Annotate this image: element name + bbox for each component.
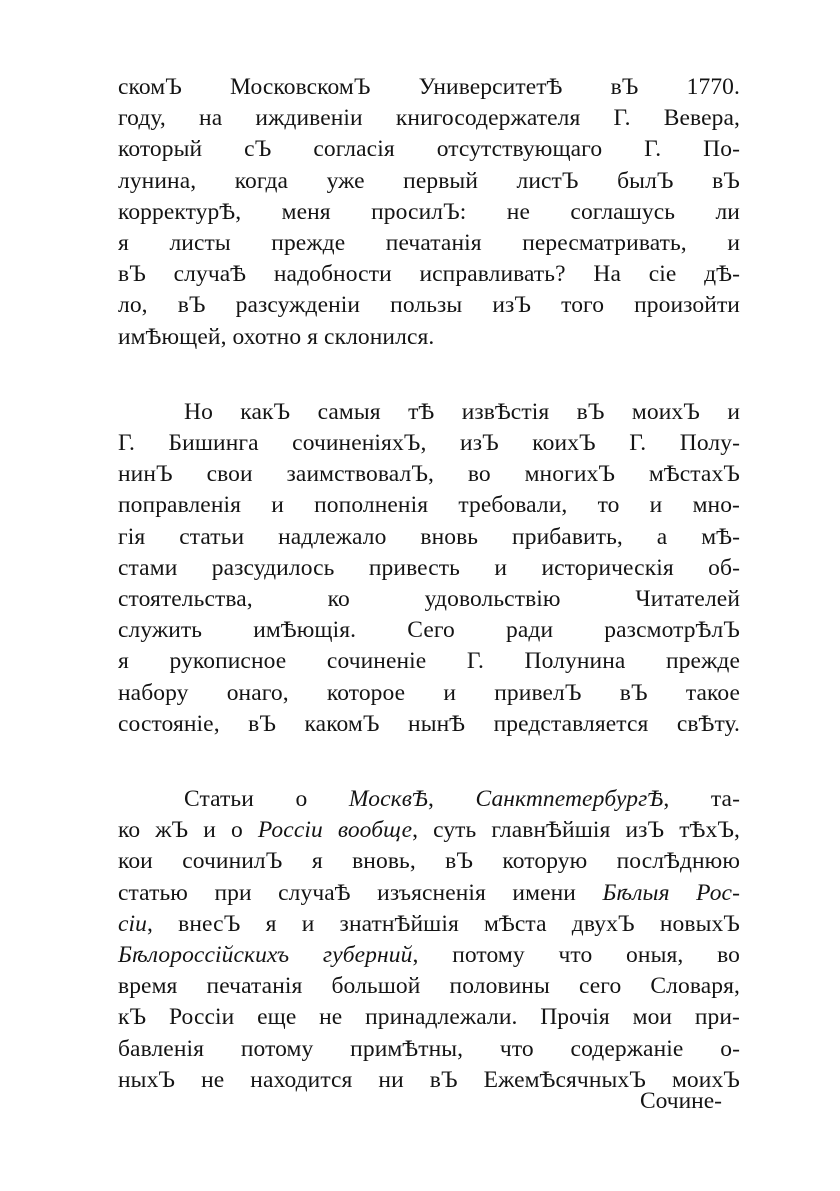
text-line — [118, 878, 740, 909]
text-line: скомЪ МосковскомЪ УниверситетѢ вЪ 1770. — [118, 74, 740, 100]
text-line — [118, 397, 740, 428]
text-line: лунина, когда уже первый листЪ былЪ вЪ — [118, 167, 740, 194]
text-line: гiя статьи надлежало вновь прибавить, а мѢ- — [118, 523, 740, 550]
text-line: имѢющей, охотно я склонился. — [118, 323, 435, 350]
text-line: который сЪ согласiя отсутствующаго Г. По- — [118, 136, 740, 163]
text-fragment: , потому что оныя, во — [412, 942, 740, 969]
italic-phrase: Бѣлороссiйскихъ губерний — [118, 942, 413, 969]
text-line: году, на иждивенiи книгосодержателя Г. Вевера, — [118, 105, 740, 132]
italic-place-name: МосквѢ — [348, 786, 428, 813]
text-line: набору онаго, которое и привелЪ вЪ такое — [118, 679, 740, 706]
text-line: вЪ случаѢ надобности исправливать? На сiе дѢ- — [118, 261, 740, 288]
text-line: кЪ Россiи еще не принадлежали. Прочiя мои при- — [118, 1004, 740, 1031]
text-line: время печатанiя большой половины сего Словаря, — [118, 973, 740, 1000]
text-line: бавленiя потому примѢтны, что содержанiе о- — [118, 1035, 740, 1062]
text-line: стами разсудилось привесть и историческiя об- — [118, 554, 740, 581]
text-line — [118, 784, 740, 815]
text-line: нинЪ свои заимствовалЪ, во многихЪ мѢстахЪ — [118, 461, 740, 488]
italic-phrase: Бѣлыя Рос- — [602, 879, 740, 906]
catchword: Сочине- — [639, 1088, 722, 1114]
text-line-content: Но какЪ самыя тѢ извѢстiя вЪ моихЪ и — [184, 398, 740, 425]
text-fragment: , та- — [663, 786, 740, 813]
text-line: я рукописное сочиненiе Г. Полунина прежде — [118, 648, 740, 675]
text-line: Г. Бишинга сочиненiяхЪ, изЪ коихЪ Г. Полу- — [118, 430, 740, 457]
italic-place-name: СанктпетербургѢ — [475, 786, 664, 813]
text-fragment: , — [427, 786, 476, 813]
text-line: поправленiя и пополненiя требовали, то и мно- — [118, 492, 740, 519]
text-line: служить имѢющiя. Сего ради разсмотрѢлЪ — [118, 617, 740, 644]
text-fragment: Статьи о — [184, 786, 349, 813]
text-fragment: , суть главнѢйшiя изЪ тѢхЪ, — [412, 817, 740, 844]
text-line — [118, 815, 740, 846]
italic-phrase: сiи — [118, 910, 148, 937]
text-line: состоянiе, вЪ какомЪ нынѢ представляется свѢту. — [118, 710, 740, 737]
page-text-block — [118, 72, 740, 1096]
paragraph-1 — [118, 72, 740, 353]
text-line: кои сочинилЪ я вновь, вЪ которую послѢднюю — [118, 848, 740, 875]
paragraph-3 — [118, 784, 740, 1096]
text-line — [118, 940, 740, 971]
text-line: я листы прежде печатанiя пересматривать, и — [118, 230, 740, 257]
text-fragment: статью при случаѢ изъясненiя имени — [118, 879, 603, 906]
text-line: ныхЪ не находится ни вЪ ЕжемѢсячныхЪ моихЪ — [118, 1066, 740, 1093]
text-line: корректурѢ, меня просилЪ: не соглашусь ли — [118, 198, 740, 225]
text-line: ло, вЪ разсужденiи пользы изЪ того произойти — [118, 292, 740, 319]
paragraph-2 — [118, 397, 740, 740]
text-line — [118, 909, 740, 940]
italic-phrase: Россiи вообще — [257, 817, 413, 844]
text-fragment: , внесЪ я и знатнѢйшiя мѢста двухЪ новыхЪ — [147, 910, 740, 937]
text-line: стоятельства, ко удовольствiю Читателей — [118, 586, 740, 613]
text-fragment: ко жЪ и о — [118, 817, 258, 844]
